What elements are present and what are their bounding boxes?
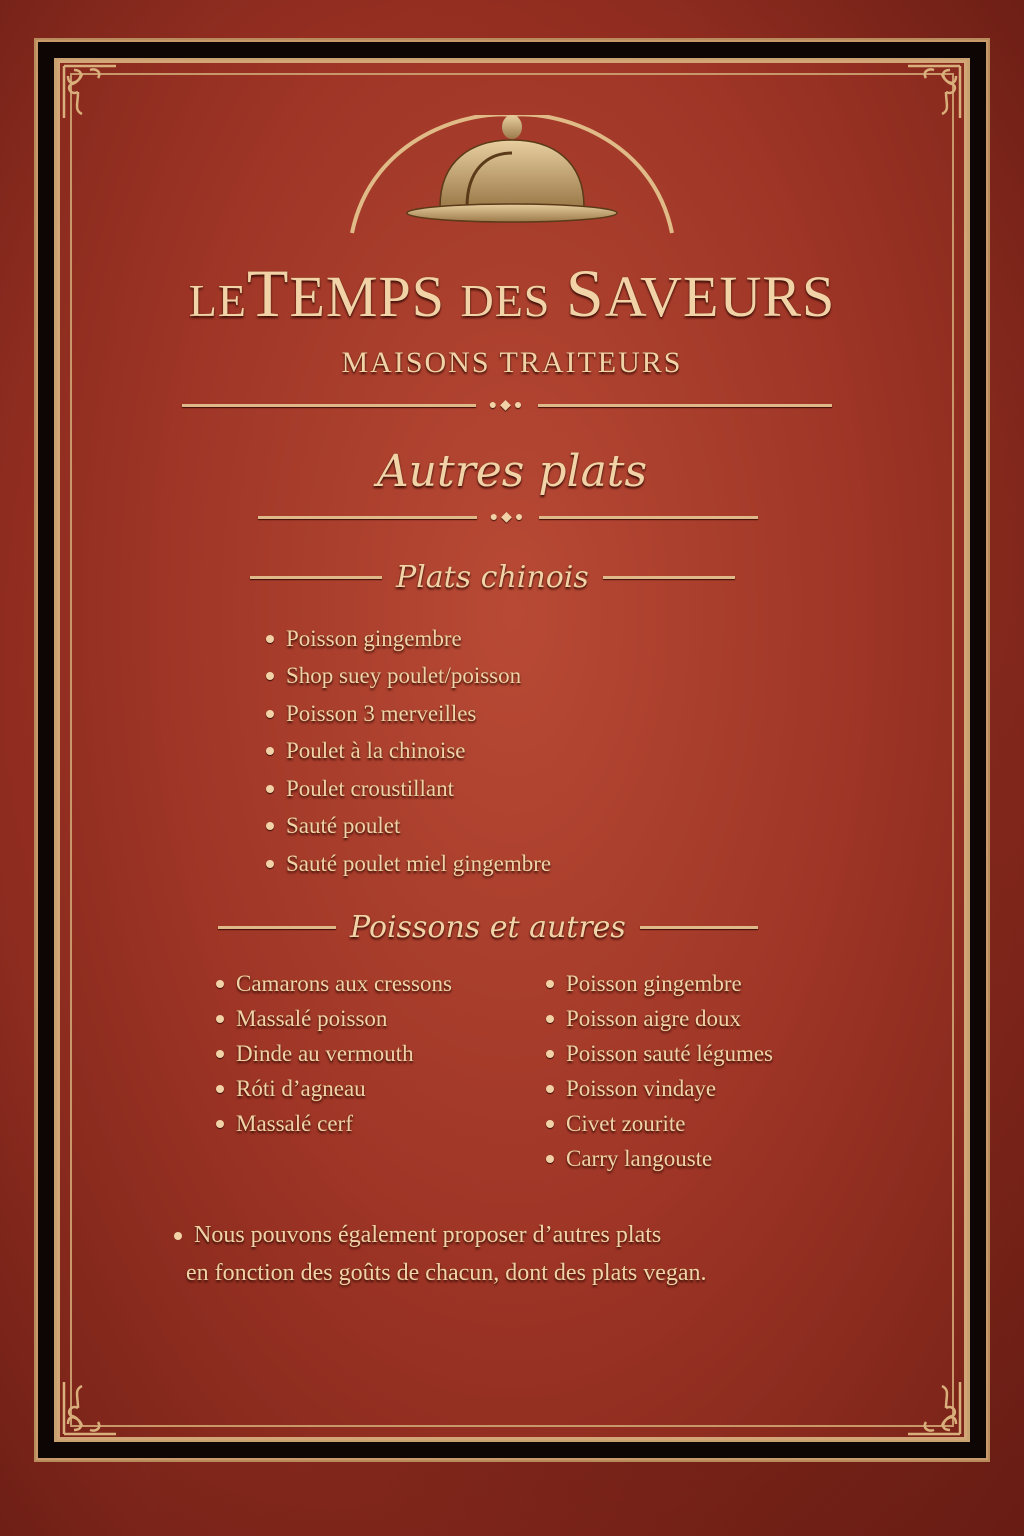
- list-item: Camarons aux cressons: [216, 966, 452, 1001]
- brand-name: [0, 255, 1024, 336]
- list-item: Dinde au vermouth: [216, 1036, 452, 1071]
- list-item: Róti d’agneau: [216, 1071, 452, 1106]
- list-item: Poisson aigre doux: [546, 1001, 773, 1036]
- section-title: Poissons et autres: [350, 910, 626, 945]
- section-heading-poissons-et-autres: [218, 910, 788, 945]
- list-item: Shop suey poulet/poisson: [266, 658, 551, 696]
- list-item: Poisson gingembre: [546, 966, 773, 1001]
- brand-le: LE: [188, 275, 247, 326]
- divider-ornament: ●◆●: [258, 510, 758, 524]
- list-item: Poisson sauté légumes: [546, 1036, 773, 1071]
- page-title: Autres plats: [376, 446, 648, 497]
- divider-ornament: ●◆●: [182, 398, 832, 412]
- brand-s: S: [565, 255, 605, 331]
- section-title: Plats chinois: [396, 560, 589, 595]
- list-item: Poulet croustillant: [266, 770, 551, 808]
- list-item: Poisson vindaye: [546, 1071, 773, 1106]
- brand-t: T: [246, 255, 290, 331]
- list-item: Poisson gingembre: [266, 620, 551, 658]
- list-item: Poulet à la chinoise: [266, 733, 551, 771]
- list-item: Carry langouste: [546, 1141, 773, 1176]
- note-line-2: en fonction des goûts de chacun, dont des plats vegan.: [186, 1260, 707, 1286]
- corner-flourish-icon: [904, 62, 964, 122]
- cloche-icon: [332, 115, 692, 235]
- brand-subtitle: MAISONS TRAITEURS: [341, 346, 683, 379]
- corner-flourish-icon: [904, 1378, 964, 1438]
- cloche-logo: [0, 115, 1024, 240]
- plats-chinois-list: [266, 620, 551, 883]
- poissons-list-left: [216, 966, 452, 1141]
- list-item: Civet zourite: [546, 1106, 773, 1141]
- footer-note: [174, 1216, 707, 1292]
- list-item: Poisson 3 merveilles: [266, 695, 551, 733]
- list-item: Massalé poisson: [216, 1001, 452, 1036]
- note-line-1: Nous pouvons également proposer d’autres plats: [194, 1222, 662, 1248]
- corner-flourish-icon: [60, 62, 120, 122]
- list-item: Sauté poulet miel gingembre: [266, 845, 551, 883]
- brand-aveurs: AVEURS: [604, 264, 836, 329]
- poissons-list-right: [546, 966, 773, 1176]
- brand-des: DES: [460, 275, 551, 326]
- list-item: Massalé cerf: [216, 1106, 452, 1141]
- section-heading-plats-chinois: [250, 560, 770, 595]
- corner-flourish-icon: [60, 1378, 120, 1438]
- list-item: Sauté poulet: [266, 808, 551, 846]
- brand-emps: EMPS: [289, 264, 445, 329]
